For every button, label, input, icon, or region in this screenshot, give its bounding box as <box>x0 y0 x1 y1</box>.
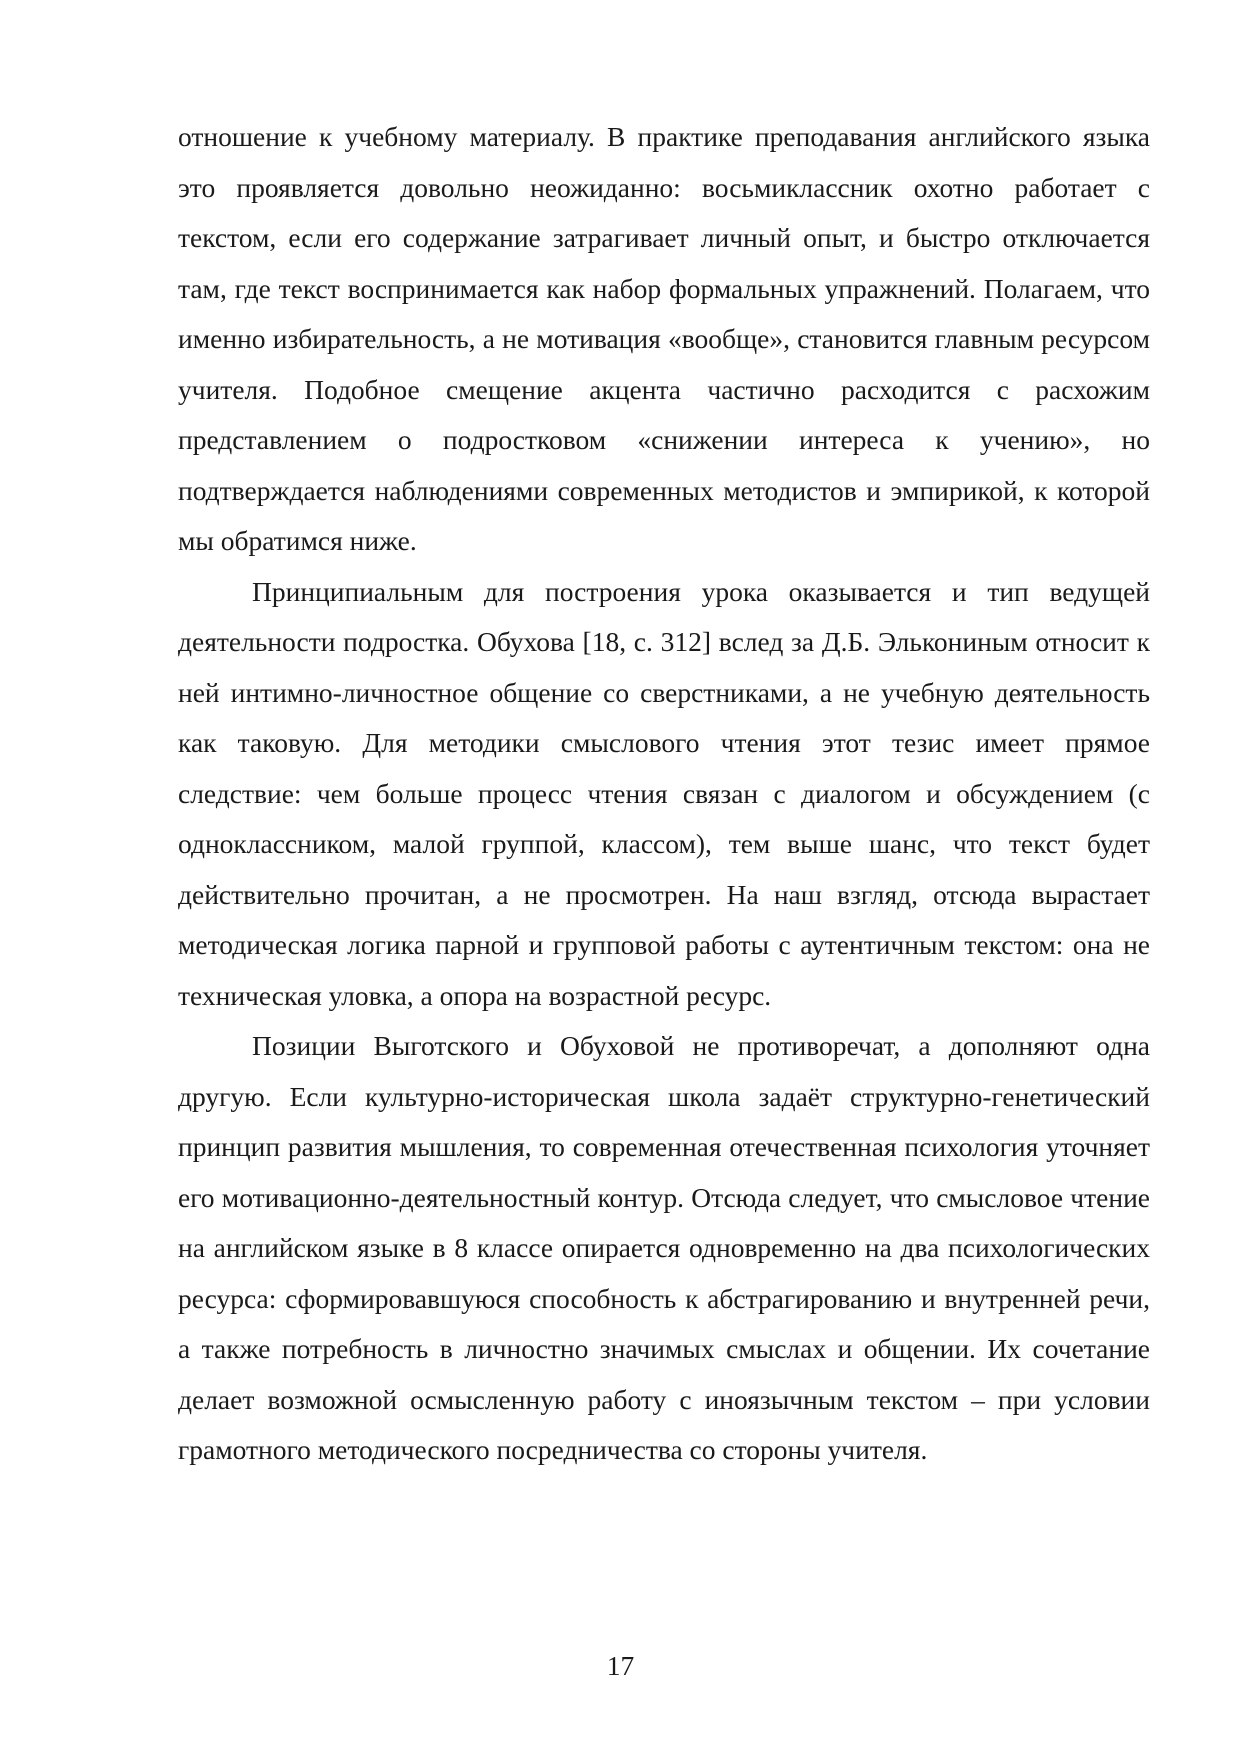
paragraph-conclusion: Позиции Выготского и Обуховой не противоречат, а дополняют одна другую. Если культурно-историческая школа задаёт структурно-генетический принцип развития мышления, то современная отечественная психология уточняет его мотивационно-деятельностный контур. Отсюда следует, что смысловое чтение на английском языке в 8 классе опирается одновременно на два психологических ресурса: сформировавшуюся способность к абстрагированию и внутренней речи, а также потребность в личностно значимых смыслах и общении. Их сочетание делает возможной осмысленную работу с иноязычным текстом – при условии грамотного методического посредничества со стороны учителя. <box>178 1030 1150 1465</box>
paragraph-leading-activity: Принципиальным для построения урока оказывается и тип ведущей деятельности подростка. Обухова [18, с. 312] вслед за Д.Б. Элькониным относит к ней интимно-личностное общение со сверстниками, а не учебную деятельность как таковую. Для методики смыслового чтения этот тезис имеет прямое следствие: чем больше процесс чтения связан с диалогом и обсуждением (с одноклассником, малой группой, классом), тем выше шанс, что текст будет действительно прочитан, а не просмотрен. На наш взгляд, отсюда вырастает методическая логика парной и групповой работы с аутентичным текстом: она не техническая уловка, а опора на возрастной ресурс. <box>178 575 1150 1011</box>
page-number: 17 <box>606 1650 635 1681</box>
body-text <box>178 112 1150 1476</box>
paragraph-continuation: отношение к учебному материалу. В практике преподавания английского языка это проявляется довольно неожиданно: восьмиклассник охотно работает с текстом, если его содержание затрагивает личный опыт, и быстро отключается там, где текст воспринимается как набор формальных упражнений. Полагаем, что именно избирательность, а не мотивация «вообще», становится главным ресурсом учителя. Подобное смещение акцента частично расходится с расхожим представлением о подростковом «снижении интереса к учению», но подтверждается наблюдениями современных методистов и эмпирикой, к которой мы обратимся ниже. <box>178 121 1150 556</box>
